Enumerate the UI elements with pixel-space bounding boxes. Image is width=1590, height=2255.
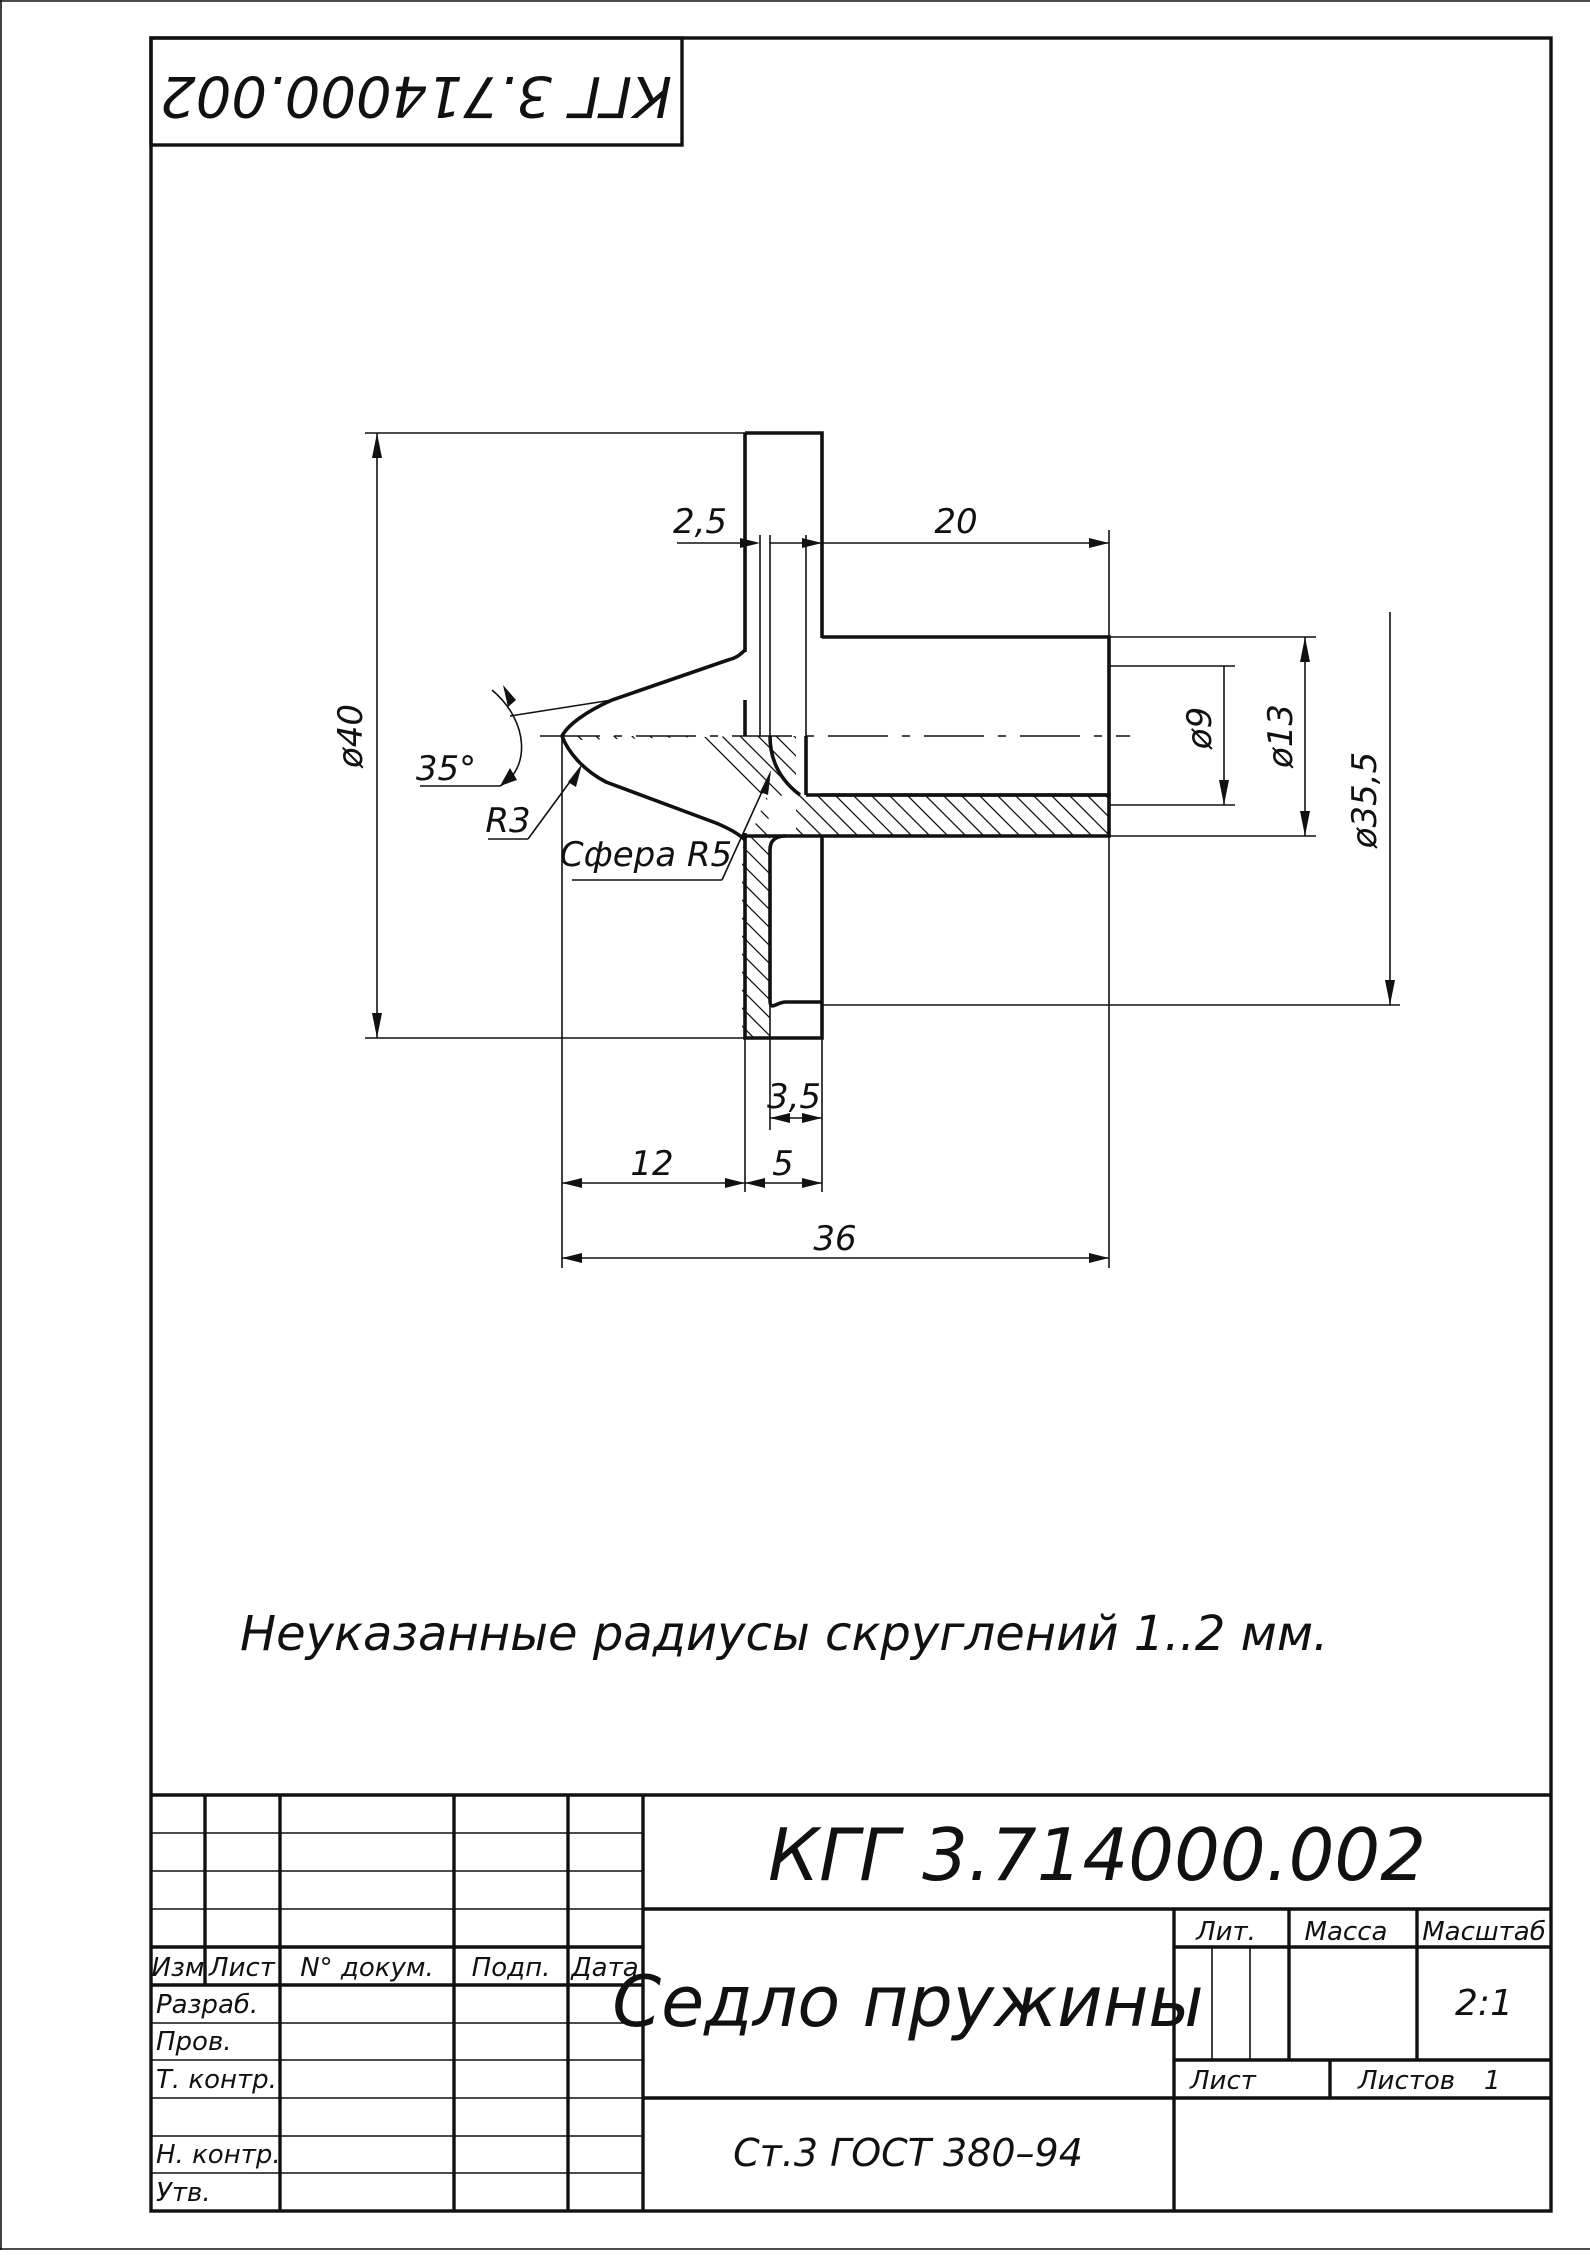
arrow: [725, 1178, 745, 1188]
arrow: [1385, 980, 1395, 1005]
hatch-line: [1040, 730, 1360, 1050]
hatch-line: [140, 730, 460, 1050]
tb-role-prov: Пров.: [156, 2027, 232, 2057]
hatch-line: [1130, 730, 1450, 1050]
dim-text-5: 5: [772, 1144, 794, 1184]
tb-sheets-value: 1: [1484, 2066, 1501, 2096]
dim-text-d9: ø9: [1180, 706, 1220, 750]
arrow: [372, 433, 382, 458]
dim-text-3-5: 3,5: [766, 1077, 822, 1117]
tb-role-n-kontr: Н. контр.: [156, 2140, 281, 2170]
arrow: [760, 770, 771, 795]
tb-lit-label: Лит.: [1196, 1917, 1256, 1947]
hatch-line: [500, 730, 820, 1050]
sleeve-bore-outline: [796, 795, 1109, 836]
hatch-line: [968, 730, 1288, 1050]
tb-masshtab-label: Масштаб: [1422, 1917, 1546, 1947]
general-note: Неуказанные радиусы скруглений 1..2 мм.: [240, 1606, 1329, 1662]
tb-material: Ст.3 ГОСТ 380–94: [733, 2131, 1083, 2175]
hatch-line: [878, 730, 1198, 1050]
dim-text-36: 36: [813, 1219, 857, 1259]
arrow: [562, 1178, 582, 1188]
tb-role-razrab: Разраб.: [156, 1990, 259, 2020]
hatch-line: [1166, 730, 1486, 1050]
tb-designation: КГГ 3.714000.002: [767, 1813, 1427, 1897]
tb-header-izm: Изм: [151, 1953, 205, 1983]
hatch-line: [806, 730, 1126, 1050]
hatch-line: [896, 730, 1216, 1050]
hatch-line: [248, 730, 568, 1050]
cone-nose-outline: [562, 650, 745, 840]
tb-scale-value: 2:1: [1455, 1983, 1513, 2024]
hatch-line: [320, 730, 640, 1050]
flange-top-outline: [745, 433, 822, 736]
hatch-line: [356, 730, 676, 1050]
tb-role-utv: Утв.: [156, 2178, 211, 2208]
arrow: [372, 1013, 382, 1038]
hatch-line: [1184, 730, 1504, 1050]
dim-text-d40: ø40: [331, 703, 371, 769]
tb-sheets-label: Листов: [1358, 2066, 1456, 2096]
arrow: [802, 538, 822, 548]
hatch-line: [230, 730, 550, 1050]
dim-text-d13: ø13: [1261, 703, 1301, 769]
hatch-line: [1148, 730, 1468, 1050]
rotated-stamp-text: КГГ 3.714000.002: [160, 62, 672, 128]
arrow: [1089, 538, 1109, 548]
arrow: [500, 768, 517, 786]
hatch-line: [1058, 730, 1378, 1050]
hatch-line: [1022, 730, 1342, 1050]
hatch-line: [590, 730, 910, 1050]
tb-massa-label: Масса: [1304, 1917, 1388, 1947]
arrow: [1219, 780, 1229, 805]
arrow: [1089, 1253, 1109, 1263]
hatch-line: [1238, 730, 1558, 1050]
angle-arc: [492, 690, 522, 786]
tb-sheet-label: Лист: [1190, 2066, 1256, 2096]
arrow: [568, 764, 582, 787]
arrow: [745, 1178, 765, 1188]
tb-part-name: Седло пружины: [612, 1961, 1204, 2043]
dim-text-12: 12: [630, 1144, 674, 1184]
title-block: [151, 1795, 1551, 2211]
hatch-line: [914, 730, 1234, 1050]
hatch-line: [1004, 730, 1324, 1050]
arrow: [740, 538, 760, 548]
tb-role-t-kontr: Т. контр.: [156, 2065, 277, 2095]
hatch-line: [788, 730, 1108, 1050]
dimensions: [331, 433, 1400, 1268]
hatch-line: [824, 730, 1144, 1050]
hatch-line: [680, 730, 1000, 1050]
dim-text-sphere-r5: Сфера R5: [559, 835, 733, 875]
arrow: [802, 1178, 822, 1188]
dim-text-20: 20: [934, 502, 978, 542]
hatch-line: [842, 730, 1162, 1050]
tb-header-n-dokum: N° докум.: [300, 1953, 434, 1983]
arrow: [562, 1253, 582, 1263]
dim-text-r3: R3: [485, 801, 531, 841]
dim-text-d35-5: ø35,5: [1345, 751, 1385, 849]
sleeve-upper-outline: [822, 637, 1109, 795]
hatch-line: [986, 730, 1306, 1050]
hatch-line: [860, 730, 1180, 1050]
hatch-line: [572, 730, 892, 1050]
tb-header-list: Лист: [209, 1953, 275, 1983]
hatch-line: [212, 730, 532, 1050]
tb-header-podp: Подп.: [471, 1953, 551, 1983]
tb-header-data: Дата: [571, 1953, 639, 1983]
hatch-line: [716, 730, 1036, 1050]
hatch-line: [482, 730, 802, 1050]
arrow: [1300, 637, 1310, 662]
hatch-line: [932, 730, 1252, 1050]
dim-text-angle: 35°: [415, 749, 477, 789]
hatch-line: [338, 730, 658, 1050]
spring-pocket-outline: [770, 836, 822, 1006]
rotated-stamp: [151, 38, 682, 145]
flange-bottom-outline: [745, 833, 822, 1038]
arrow: [1300, 811, 1310, 836]
dim-text-2-5: 2,5: [672, 502, 728, 542]
hatch-line: [446, 730, 766, 1050]
